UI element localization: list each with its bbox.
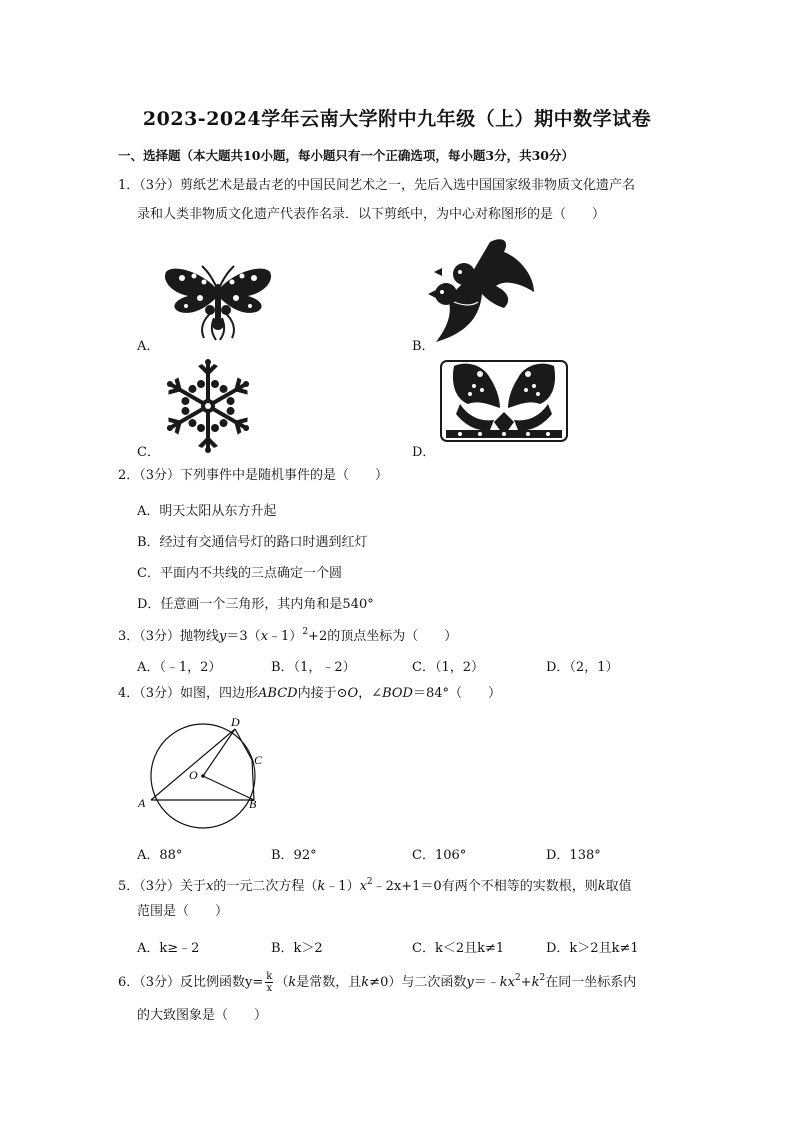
label-b: B xyxy=(249,797,257,811)
butterfly-papercut-image xyxy=(160,262,276,342)
q2-option-a: A．明天太阳从东方升起 xyxy=(137,504,277,519)
q1-stem-line1: 1．（3分）剪纸艺术是最古老的中国民间艺术之一，先后入选中国国家级非物质文化遗产名 xyxy=(118,178,636,193)
q3-option-d: D．（2，1） xyxy=(546,660,619,675)
q3-option-c: C．（1，2） xyxy=(412,660,484,675)
q5-option-b: B．k＞2 xyxy=(271,941,323,956)
q2-stem: 2．（3分）下列事件中是随机事件的是（ ） xyxy=(118,468,389,483)
q3-stem: 3．（3分）抛物线y＝3（x﹣1）$^2$+2的顶点坐标为（ ） xyxy=(118,627,458,644)
q5-option-c: C．k＜2且k≠1 xyxy=(412,941,505,956)
q4-option-b: B．92° xyxy=(271,848,317,863)
snowflake-papercut-image xyxy=(162,360,254,452)
fish-papercut-image xyxy=(440,360,568,442)
q1-option-a-label: A． xyxy=(137,339,160,354)
label-o: O xyxy=(189,768,198,782)
q4-option-d: D．138° xyxy=(546,848,601,863)
label-c: C xyxy=(254,753,263,767)
section-heading: 一、选择题（本大题共10小题，每小题只有一个正确选项，每小题3分，共30分） xyxy=(118,148,574,163)
fraction-k-over-x: $\frac{k}{x}$ xyxy=(266,971,273,994)
q3-option-a: A．（﹣1，2） xyxy=(137,660,222,675)
q5-stem-line2: 范围是（ ） xyxy=(137,904,229,919)
q4-option-a: A．88° xyxy=(137,848,183,863)
label-a: A xyxy=(138,796,146,810)
label-d: D xyxy=(231,715,240,729)
q1-stem-line2: 录和人类非物质文化遗产代表作名录．以下剪纸中，为中心对称图形的是（ ） xyxy=(137,207,606,222)
q3-option-b: B．（1，﹣2） xyxy=(271,660,356,675)
q2-option-b: B．经过有交通信号灯的路口时遇到红灯 xyxy=(137,535,368,550)
q2-option-d: D．任意画一个三角形，其内角和是540° xyxy=(137,597,374,612)
q6-stem-line1: 6．（3分）反比例函数y= $\frac{k}{x}$ （k是常数，且k≠0）与二次函数$y=﹣kx^2+k^2$在同一坐标系内 xyxy=(118,971,637,994)
q5-stem-line1: 5．（3分）关于x的一元二次方程$(k﹣1)x^2﹣2x+1=0$有两个不相等的实数根，则k取值 xyxy=(118,877,632,894)
q1-option-b-label: B． xyxy=(412,339,435,354)
swallow-papercut-image xyxy=(430,236,534,344)
q5-option-d: D．k＞2且k≠1 xyxy=(546,941,639,956)
q4-stem: 4．（3分）如图，四边形ABCD内接于⊙O，∠BOD＝84°（ ） xyxy=(118,686,502,701)
q6-stem-line2: 的大致图象是（ ） xyxy=(137,1008,268,1023)
page-title: 2023-2024学年云南大学附中九年级（上）期中数学试卷 xyxy=(142,108,652,130)
q5-option-a: A．k≥﹣2 xyxy=(137,941,200,956)
q2-option-c: C．平面内不共线的三点确定一个圆 xyxy=(137,566,342,581)
q4-option-c: C．106° xyxy=(412,848,467,863)
q1-option-d-label: D． xyxy=(412,445,436,460)
circle-quadrilateral-diagram xyxy=(132,712,272,832)
q1-option-c-label: C． xyxy=(137,445,160,460)
